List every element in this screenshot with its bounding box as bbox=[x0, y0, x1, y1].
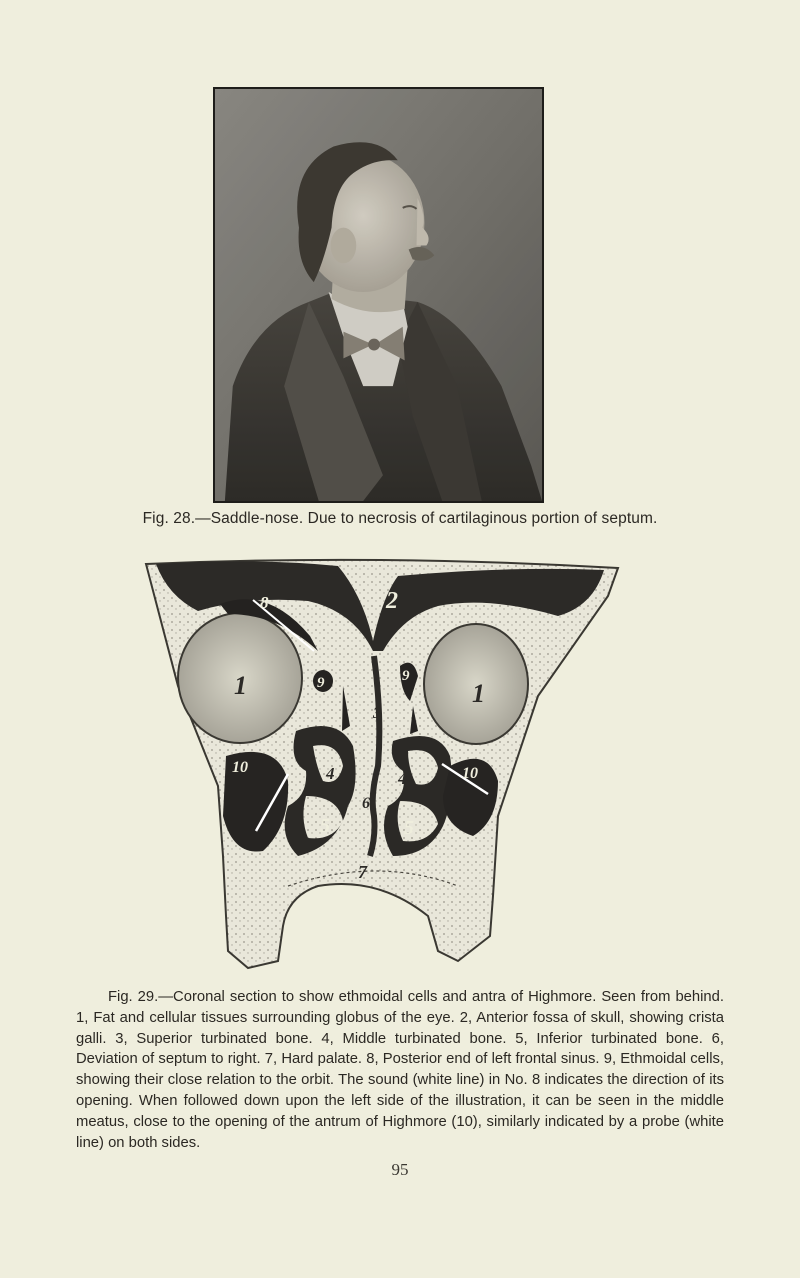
coronal-section-drawing bbox=[138, 556, 624, 976]
figure-29-caption-text: Fig. 29.—Coronal section to show ethmoidal cells and antra of Highmore. Seen from behind. 1, Fat and cellular tissues surrounding globus of the eye. 2, Anterior fossa of skull, showing crista galli. 3, Superior turbinated bone. 4, Middle turbinated bone. 5, Inferior turbinated bone. 6, Deviation of septum to right. 7, Hard palate. 8, Posterior end of left frontal sinus. 9, Ethmoidal cells, showing their close relation to the orbit. The sound (white line) in No. 8 indicates the direction of its opening. When followed down upon the left side of the illustration, it can be seen in the middle meatus, close to the opening of the antrum of Highmore (10), similarly indicated by a probe (white line) on both sides. bbox=[76, 989, 724, 1151]
label-5-right: 5 bbox=[404, 817, 414, 839]
label-5-left: 5 bbox=[320, 815, 330, 837]
label-9-left: 9 bbox=[317, 675, 325, 691]
portrait-photograph bbox=[213, 87, 544, 503]
saddle-nose-portrait-image bbox=[215, 89, 542, 501]
label-1-right: 1 bbox=[472, 679, 485, 708]
label-10-left: 10 bbox=[232, 759, 248, 776]
label-6: 6 bbox=[362, 795, 370, 812]
label-9-right: 9 bbox=[402, 668, 410, 684]
label-2: 2 bbox=[386, 588, 398, 614]
figure-28-caption: Fig. 28.—Saddle-nose. Due to necrosis of cartilaginous portion of septum. bbox=[142, 510, 658, 527]
label-8: 8 bbox=[260, 593, 269, 612]
label-1-left: 1 bbox=[234, 671, 247, 700]
label-3: 3 bbox=[373, 705, 381, 722]
coronal-section-illustration bbox=[138, 556, 624, 976]
figure-29-caption bbox=[76, 987, 724, 1153]
label-4-left: 4 bbox=[326, 764, 335, 783]
label-4-right: 4 bbox=[398, 769, 407, 788]
label-7: 7 bbox=[358, 862, 367, 882]
page-number: 95 bbox=[391, 1160, 409, 1179]
label-10-right: 10 bbox=[462, 765, 478, 782]
